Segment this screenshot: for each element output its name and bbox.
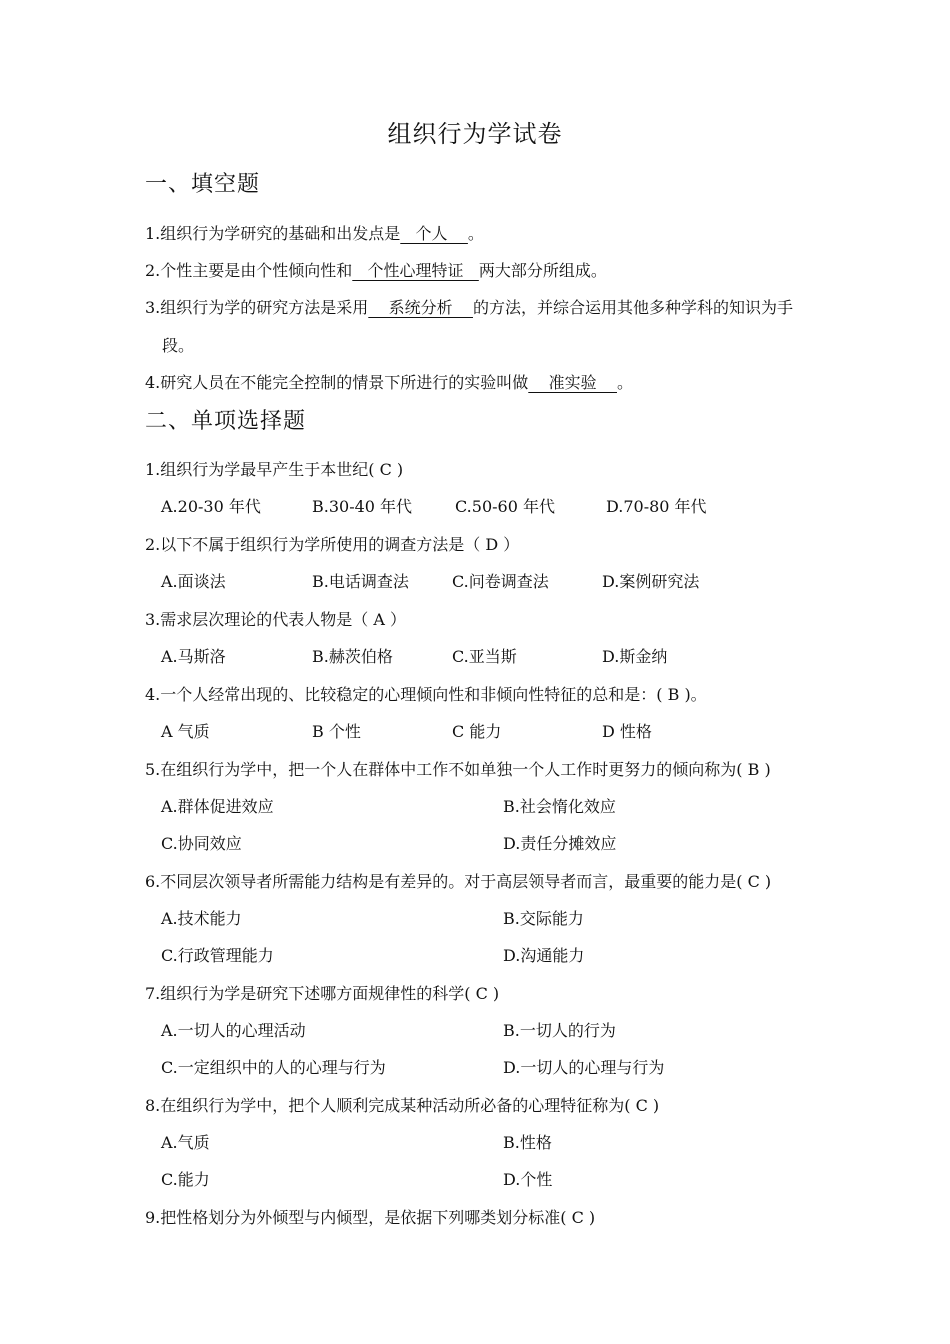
fill-question-2: 2.个性主要是由个性倾向性和 个性心理特证 两大部分所组成。: [145, 261, 607, 280]
option-a: A 气质: [161, 722, 210, 741]
option-b: B 个性: [312, 722, 361, 741]
option-c: C 能力: [452, 722, 502, 741]
option-a: A.面谈法: [161, 572, 226, 591]
option-d: D.责任分摊效应: [503, 834, 617, 853]
option-a: A.一切人的心理活动: [161, 1021, 306, 1040]
option-d: D.个性: [503, 1170, 553, 1189]
section-heading-fill-blank: 一、填空题: [145, 172, 261, 197]
option-d: D.案例研究法: [602, 572, 700, 591]
question-4: 4.一个人经常出现的、比较稳定的心理倾向性和非倾向性特征的总和是：( B )。: [145, 685, 707, 704]
option-b: B.性格: [503, 1133, 552, 1152]
question-3: 3.需求层次理论的代表人物是（ A ）: [145, 610, 406, 629]
question-7: 7.组织行为学是研究下述哪方面规律性的科学( C ): [145, 984, 500, 1003]
option-d: D 性格: [602, 722, 652, 741]
option-b: B.社会惰化效应: [503, 797, 616, 816]
option-d: D.沟通能力: [503, 946, 585, 965]
option-c: C.协同效应: [161, 834, 242, 853]
option-d: D.斯金纳: [602, 647, 668, 666]
option-b: B.一切人的行为: [503, 1021, 616, 1040]
fill-question-3: 3.组织行为学的研究方法是采用 系统分析 的方法，并综合运用其他多种学科的知识为手: [145, 298, 793, 317]
page-title: 组织行为学试卷: [387, 120, 563, 148]
answer-blank: 个性心理特证: [352, 261, 479, 280]
option-c: C.亚当斯: [452, 647, 517, 666]
option-d: D.70-80 年代: [606, 497, 707, 516]
option-c: C.能力: [161, 1170, 210, 1189]
question-5: 5.在组织行为学中，把一个人在群体中工作不如单独一个人工作时更努力的倾向称为( B ): [145, 760, 771, 779]
option-a: A.气质: [161, 1133, 210, 1152]
fill-question-1: 1.组织行为学研究的基础和出发点是 个人 。: [145, 224, 484, 243]
answer-blank: 准实验: [528, 373, 617, 392]
option-a: A.技术能力: [161, 909, 242, 928]
option-b: B.交际能力: [503, 909, 584, 928]
option-c: C.行政管理能力: [161, 946, 274, 965]
option-c: C.50-60 年代: [455, 497, 555, 516]
question-9: 9.把性格划分为外倾型与内倾型，是依据下列哪类划分标准( C ): [145, 1208, 596, 1227]
option-a: A.20-30 年代: [161, 497, 261, 516]
answer-blank: 系统分析: [368, 298, 473, 317]
option-a: A.群体促进效应: [161, 797, 274, 816]
answer-blank: 个人: [400, 224, 468, 243]
question-2: 2.以下不属于组织行为学所使用的调查方法是（ D ）: [145, 535, 520, 554]
option-b: B.30-40 年代: [312, 497, 413, 516]
fill-question-4: 4.研究人员在不能完全控制的情景下所进行的实验叫做 准实验 。: [145, 373, 633, 392]
option-a: A.马斯洛: [161, 647, 226, 666]
option-b: B.电话调查法: [312, 572, 409, 591]
option-d: D.一切人的心理与行为: [503, 1058, 665, 1077]
section-heading-single-choice: 二、单项选择题: [145, 409, 307, 434]
fill-question-3-continued: 段。: [162, 336, 195, 355]
option-c: C.问卷调查法: [452, 572, 549, 591]
question-1: 1.组织行为学最早产生于本世纪( C ): [145, 460, 404, 479]
question-8: 8.在组织行为学中，把个人顺利完成某种活动所必备的心理特征称为( C ): [145, 1096, 660, 1115]
question-6: 6.不同层次领导者所需能力结构是有差异的。对于高层领导者而言，最重要的能力是( C ): [145, 872, 772, 891]
option-c: C.一定组织中的人的心理与行为: [161, 1058, 386, 1077]
option-b: B.赫茨伯格: [312, 647, 393, 666]
